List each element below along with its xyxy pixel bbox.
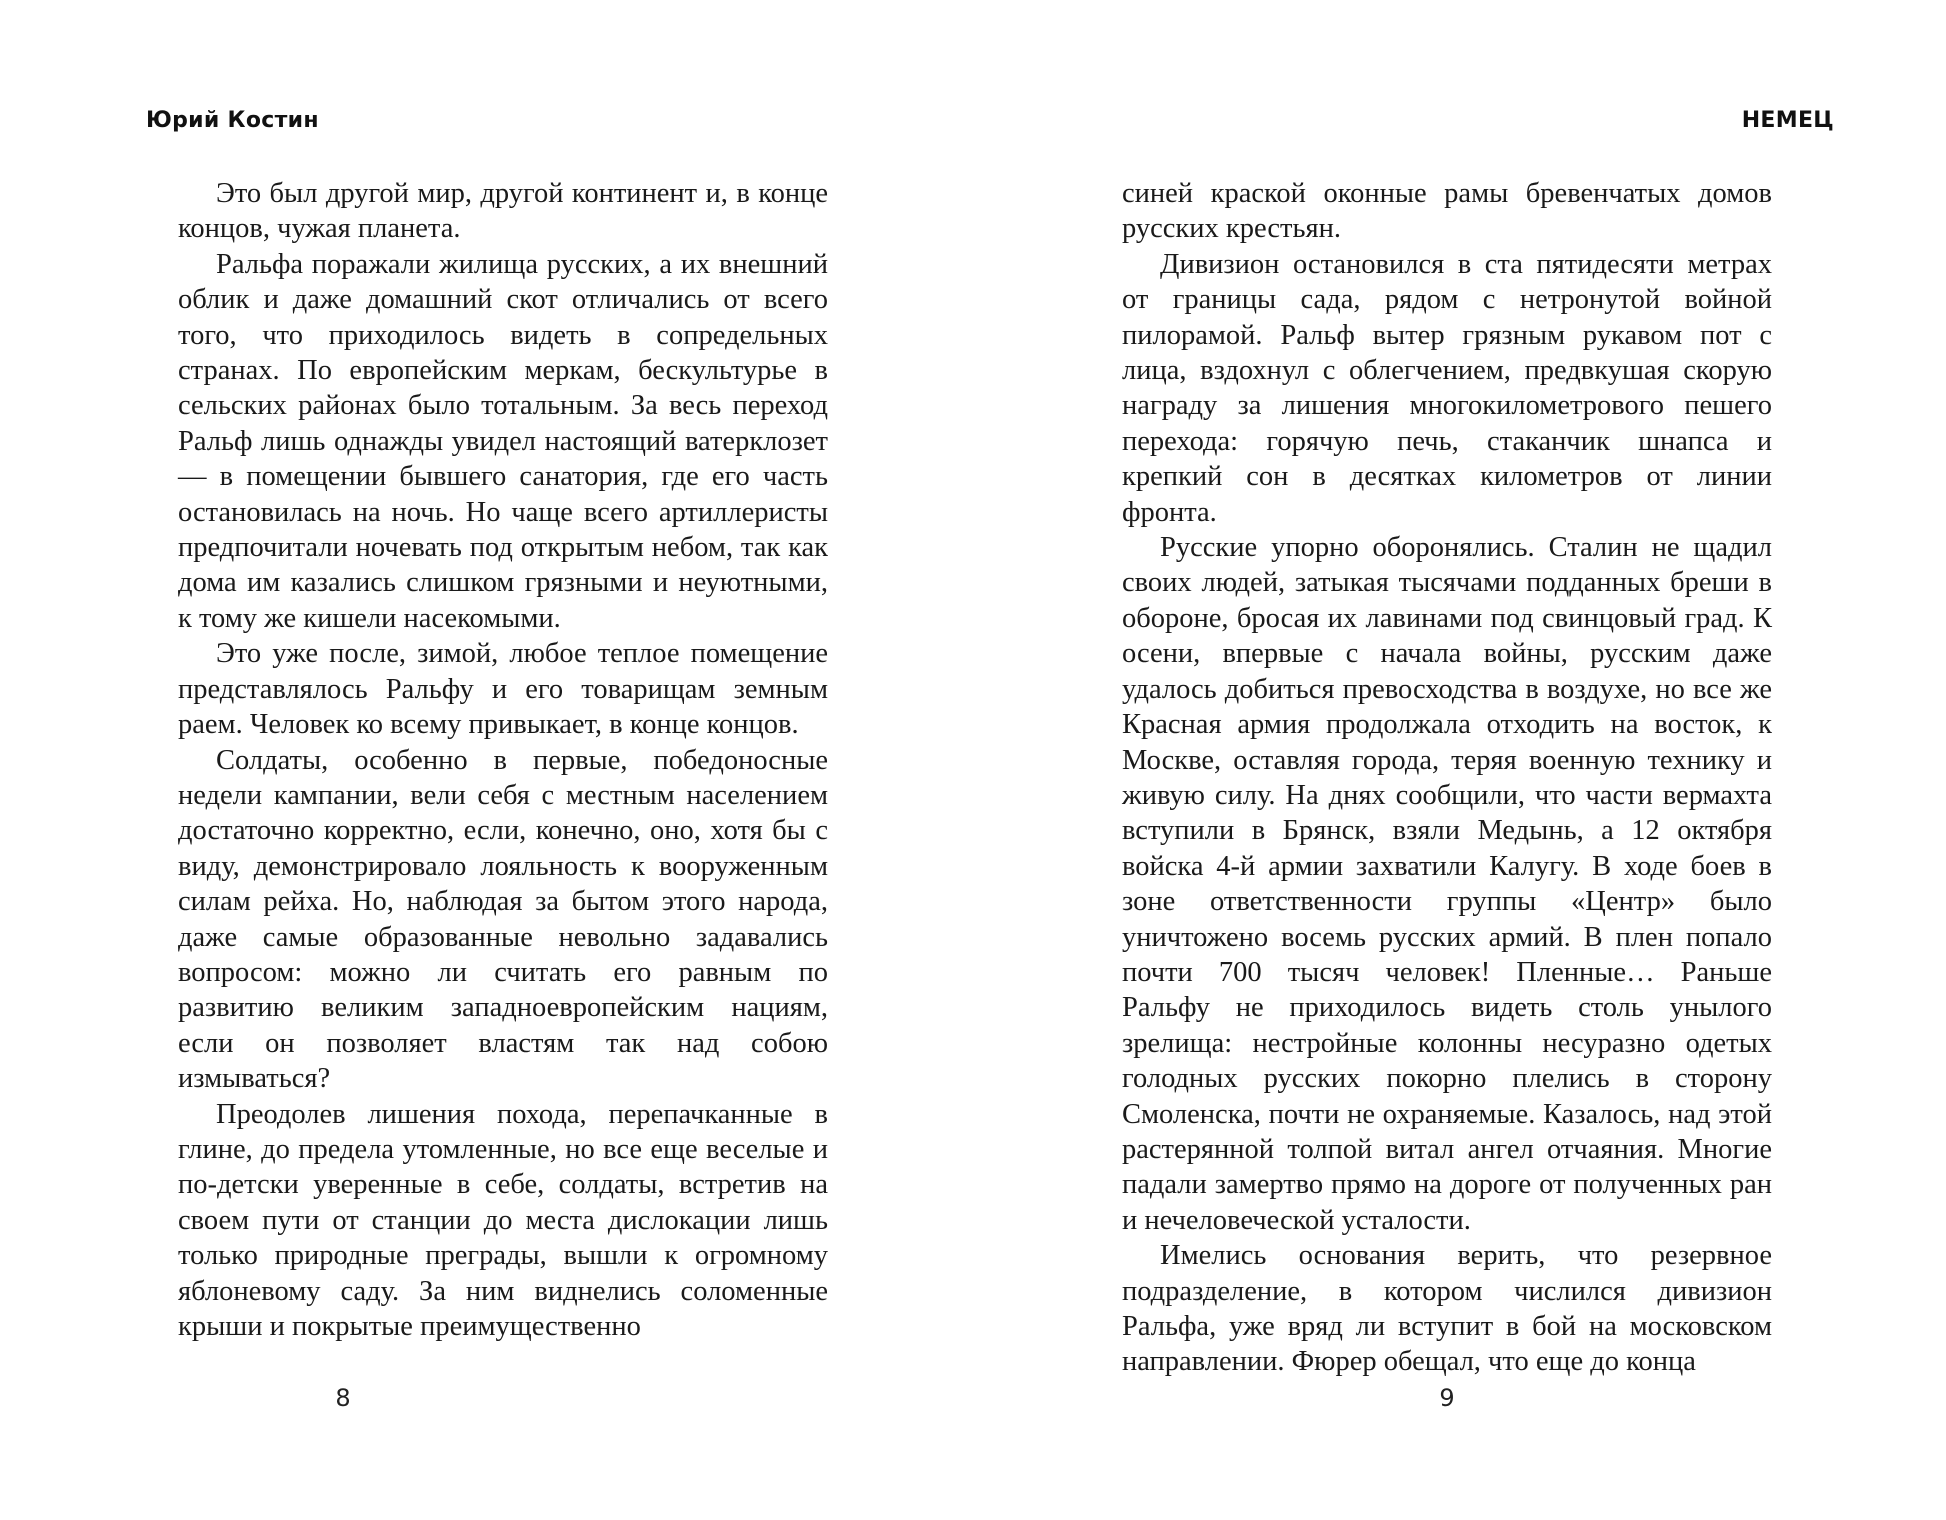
continuation-paragraph: синей краской оконные рамы бревенчатых домов русских крестьян. bbox=[1122, 178, 1772, 245]
left-page-text bbox=[178, 176, 828, 1344]
paragraph: Дивизион остановился в ста пятидесяти метрах от границы сада, рядом с нетронутой войной пилорамой. Ральф вытер грязным рукавом пот с лица, вздохнул с облегчением, предвкушая скорую награду за лишения многокилометрового пешего перехода: горячую печь, стаканчик шнапса и крепкий сон в десятках километров от линии фронта. bbox=[1122, 248, 1772, 528]
page-number: 8 bbox=[335, 1384, 351, 1412]
paragraph: Ральфа поражали жилища русских, а их внешний облик и даже домашний скот отличались от всего того, что приходилось видеть в сопредельных странах. По европейским меркам, бескультурье в сельских районах было тотальным. За весь переход Ральф лишь однажды увидел настоящий ватерклозет — в помещении бывшего санатория, где его часть остановилась на ночь. Но чаще всего артиллеристы предпочитали ночевать под открытым небом, так как дома им казались слишком грязными и неуютными, к тому же кишели насекомыми. bbox=[178, 248, 828, 634]
paragraph: Солдаты, особенно в первые, победоносные недели кампании, вели себя с местным населением достаточно корректно, если, конечно, оно, хотя бы с виду, демонстрировало лояльность к вооруженным силам рейха. Но, наблюдая за бытом этого народа, даже самые образованные невольно задавались вопросом: можно ли считать его равным по развитию великим западноевропейским нациям, если он позволяет властям так над собою измываться? bbox=[178, 744, 828, 1095]
paragraph: Русские упорно оборонялись. Сталин не щадил своих людей, затыкая тысячами подданных бреши в обороне, бросая их лавинами под свинцовый град. К осени, впервые с начала войны, русским даже удалось добиться превосходства в воздухе, но все же Красная армия продолжала отходить на восток, к Москве, оставляя города, теряя военную технику и живую силу. На днях сообщили, что части вермахта вступили в Брянск, взяли Медынь, а 12 октября войска 4-й армии захватили Калугу. В ходе боев в зоне ответственности группы «Центр» было уничтожено восемь русских армий. В плен попало почти 700 тысяч человек! Пленные… Раньше Ральфу не приходилось видеть столь унылого зрелища: нестройные колонны несуразно одетых голодных русских покорно плелись в сторону Смоленска, почти не охраняемые. Казалось, над этой растерянной толпой витал ангел отчаяния. Многие падали замертво прямо на дороге от полученных ран и нечеловеческой усталости. bbox=[1122, 532, 1772, 1236]
author-running-head: Юрий Костин bbox=[146, 108, 319, 133]
right-page bbox=[1122, 0, 1834, 1520]
paragraph: Это уже после, зимой, любое теплое помещение представлялось Ральфу и его товарищам земным раем. Человек ко всему привыкает, в конце концов. bbox=[178, 638, 828, 741]
paragraph: Имелись основания верить, что резервное подразделение, в котором числился дивизион Ральфа, уже вряд ли вступит в бой на московском направлении. Фюрер обещал, что еще до конца bbox=[1122, 1240, 1772, 1378]
right-page-text bbox=[1122, 176, 1772, 1380]
paragraph: Это был другой мир, другой континент и, в конце концов, чужая планета. bbox=[178, 178, 828, 245]
title-running-head: НЕМЕЦ bbox=[1741, 108, 1834, 133]
paragraph: Преодолев лишения похода, перепачканные в глине, до предела утомленные, но все еще веселые и по-детски уверенные в себе, солдаты, встретив на своем пути от станции до места дислокации лишь только природные преграды, вышли к огромному яблоневому саду. За ним виднелись соломенные крыши и покрытые преимущественно bbox=[178, 1098, 828, 1342]
left-page bbox=[146, 0, 828, 1520]
page-number: 9 bbox=[1439, 1384, 1455, 1412]
